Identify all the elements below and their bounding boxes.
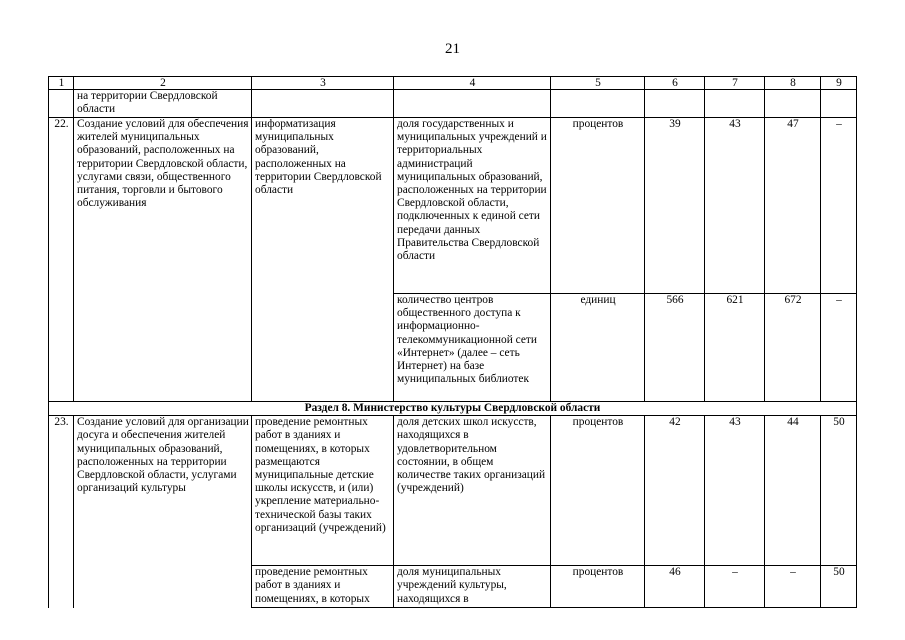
- targets-table-container: [48, 76, 856, 608]
- cell-unit: процентов: [551, 118, 645, 294]
- column-header: 7: [705, 77, 765, 90]
- cell-measure: проведение ремонтных работ в зданиях и помещениях, в которых: [252, 566, 394, 608]
- cell-value-9: –: [821, 294, 857, 402]
- cell-value-7: –: [705, 566, 765, 608]
- cell-indicator: доля детских школ искусств, находящихся в удовлетворительном состоянии, в общем количестве таких организаций (учреждений): [394, 416, 551, 566]
- cell-goal-continued: на территории Свердловской области: [74, 90, 252, 118]
- cell-value-9: –: [821, 118, 857, 294]
- cell-goal: Создание условий для организации досуга и обеспечения жителей муниципальных образований, расположенных на территории Свердловской области, услугами организаций культуры: [74, 416, 252, 608]
- column-header: 5: [551, 77, 645, 90]
- cell-unit: процентов: [551, 566, 645, 608]
- page-number: 21: [445, 41, 460, 57]
- table-row-continued: [49, 90, 857, 118]
- column-header: 6: [645, 77, 705, 90]
- cell-value-6: 46: [645, 566, 705, 608]
- section-header-row: [49, 402, 857, 416]
- row-number: 23.: [49, 416, 74, 608]
- cell-value-9: 50: [821, 566, 857, 608]
- cell-value-8: 672: [765, 294, 821, 402]
- cell-empty: [821, 90, 857, 118]
- cell-empty: [645, 90, 705, 118]
- column-header: 3: [252, 77, 394, 90]
- cell-indicator: количество центров общественного доступа к информационно-телекоммуникационной сети «Интернет» (далее – сеть Интернет) на базе муниципальных библиотек: [394, 294, 551, 402]
- cell-empty: [705, 90, 765, 118]
- cell-empty: [394, 90, 551, 118]
- column-header: 2: [74, 77, 252, 90]
- cell-indicator: доля муниципальных учреждений культуры, находящихся в: [394, 566, 551, 608]
- column-header: 9: [821, 77, 857, 90]
- cell-value-7: 43: [705, 118, 765, 294]
- table-row-22a: [49, 118, 857, 294]
- column-header: 4: [394, 77, 551, 90]
- cell-measure: проведение ремонтных работ в зданиях и помещениях, в которых размещаются муниципальные детские школы искусств, и (или) укрепление материально-технической базы таких организаций (учреждений): [252, 416, 394, 566]
- table-row-23a: [49, 416, 857, 566]
- cell-value-6: 39: [645, 118, 705, 294]
- section-title: Раздел 8. Министерство культуры Свердловской области: [49, 402, 857, 416]
- cell-value-6: 42: [645, 416, 705, 566]
- cell-measure: информатизация муниципальных образований, расположенных на территории Свердловской области: [252, 118, 394, 402]
- cell-value-9: 50: [821, 416, 857, 566]
- row-number: 22.: [49, 118, 74, 402]
- targets-table: [48, 76, 857, 608]
- cell-value-7: 621: [705, 294, 765, 402]
- cell-value-6: 566: [645, 294, 705, 402]
- cell-empty: [765, 90, 821, 118]
- cell-empty: [551, 90, 645, 118]
- column-header: 1: [49, 77, 74, 90]
- cell-empty: [49, 90, 74, 118]
- cell-value-8: –: [765, 566, 821, 608]
- cell-unit: единиц: [551, 294, 645, 402]
- cell-value-8: 44: [765, 416, 821, 566]
- cell-empty: [252, 90, 394, 118]
- column-header: 8: [765, 77, 821, 90]
- cell-goal: Создание условий для обеспечения жителей муниципальных образований, расположенных на территории Свердловской области, услугами связи, общественного питания, торговли и бытового обслуживания: [74, 118, 252, 402]
- column-header-row: [49, 77, 857, 90]
- cell-value-8: 47: [765, 118, 821, 294]
- cell-unit: процентов: [551, 416, 645, 566]
- cell-indicator: доля государственных и муниципальных учреждений и территориальных администраций муниципальных образований, расположенных на территории Свердловской области, подключенных к единой сети передачи данных Правительства Свердловской области: [394, 118, 551, 294]
- cell-value-7: 43: [705, 416, 765, 566]
